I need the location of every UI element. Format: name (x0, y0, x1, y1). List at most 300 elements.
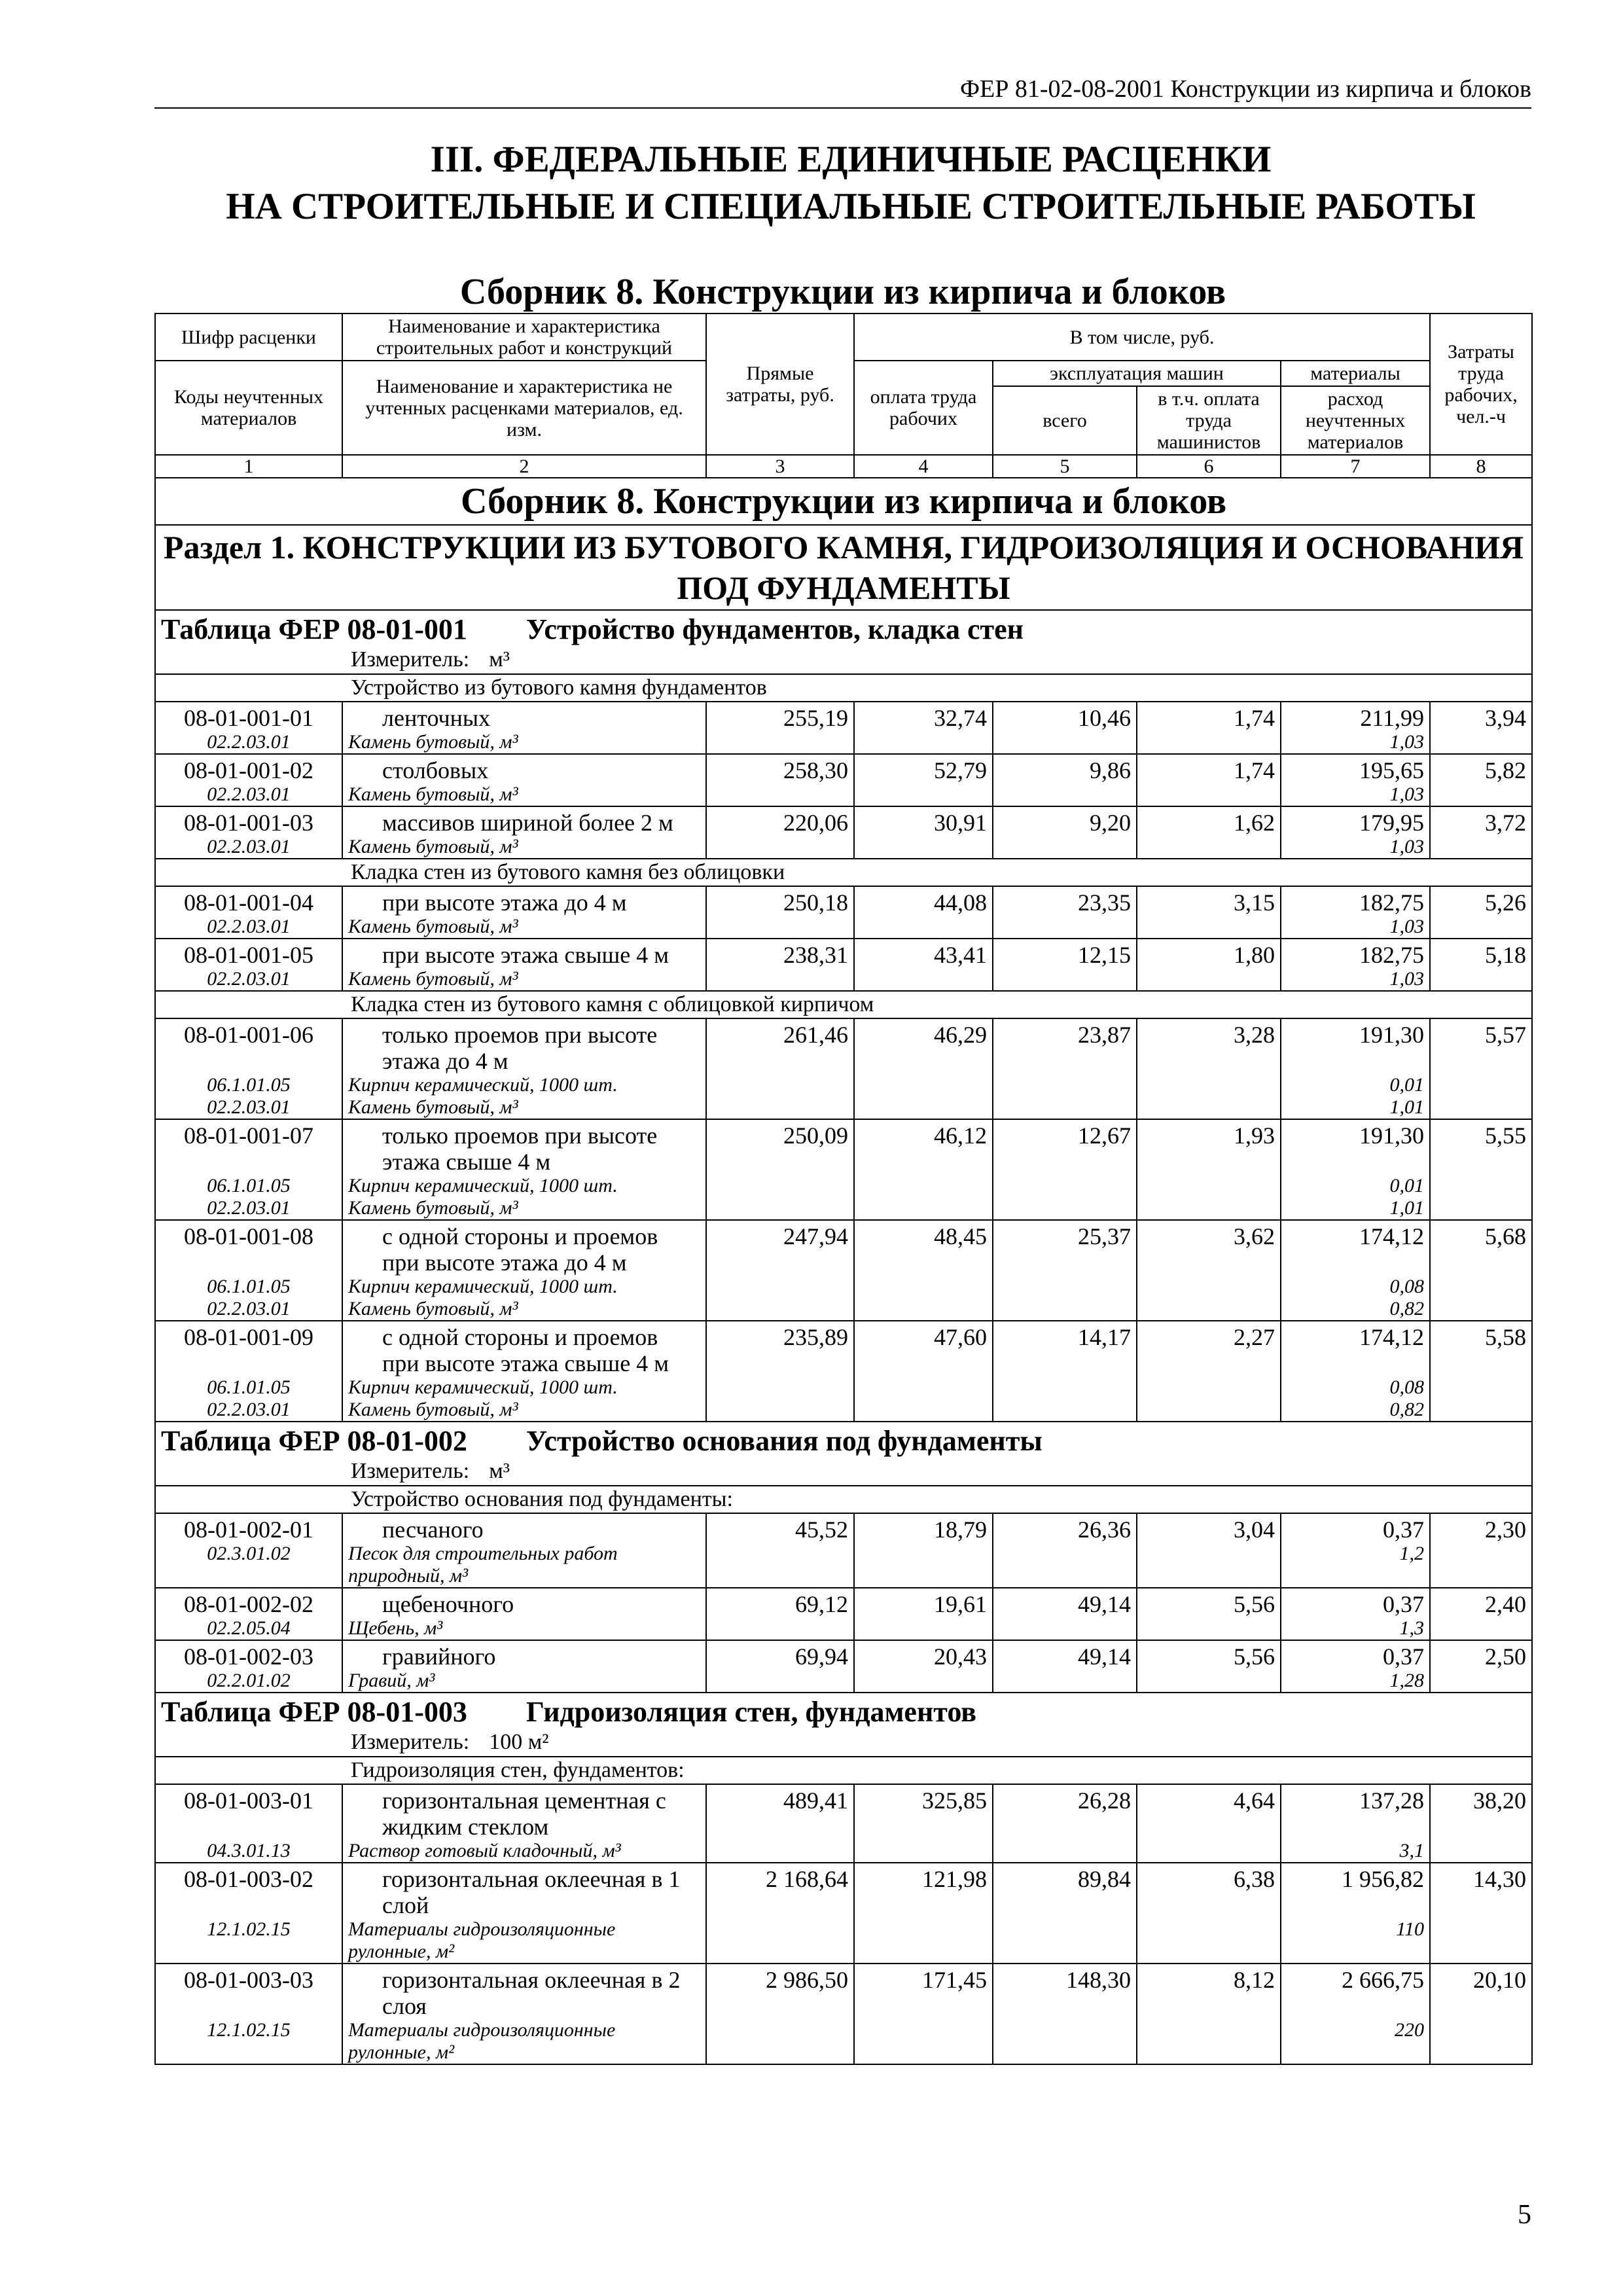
material-qty: 0,01 (1281, 1175, 1430, 1197)
rate-code: 08-01-002-01 (155, 1513, 342, 1543)
rate-code: 08-01-001-09 (155, 1321, 342, 1376)
material-name: Кирпич керамический, 1000 шт. (342, 1276, 706, 1298)
material-row (155, 836, 1532, 859)
measurer (155, 1458, 1532, 1486)
labor-hours: 3,72 (1430, 806, 1532, 836)
machinist-pay: 5,56 (1137, 1640, 1281, 1670)
table-row (155, 1964, 1532, 2019)
table-row (155, 1863, 1532, 1918)
labor-cost: 32,74 (854, 702, 993, 731)
material-row (155, 1399, 1532, 1422)
material-name: Камень бутовый, м³ (342, 731, 706, 754)
machinist-pay: 3,15 (1137, 886, 1281, 916)
machines-total: 89,84 (993, 1863, 1137, 1918)
rate-code: 08-01-002-03 (155, 1640, 342, 1670)
rate-name: при высоте этажа до 4 м (342, 886, 706, 916)
machinist-pay: 5,56 (1137, 1588, 1281, 1617)
material-row (155, 1376, 1532, 1399)
machines-total: 23,35 (993, 886, 1137, 916)
empty-cell (854, 1840, 993, 1863)
material-row (155, 1096, 1532, 1119)
empty-cell (993, 2019, 1137, 2064)
direct-cost: 258,30 (706, 754, 854, 783)
materials-cost: 191,30 (1281, 1018, 1430, 1074)
labor-cost: 47,60 (854, 1321, 993, 1376)
direct-cost: 45,52 (706, 1513, 854, 1543)
labor-cost: 46,12 (854, 1119, 993, 1175)
col-number: 5 (993, 455, 1137, 478)
empty-cell (993, 1175, 1137, 1197)
materials-cost: 0,37 (1281, 1588, 1430, 1617)
empty-cell (706, 1175, 854, 1197)
material-name: Материалы гидроизоляционные рулонные, м² (342, 2019, 706, 2064)
empty-cell (1430, 1376, 1532, 1399)
rate-name: с одной стороны и проемов при высоте этажа свыше 4 м (342, 1321, 706, 1376)
empty-cell (993, 731, 1137, 754)
direct-cost: 2 986,50 (706, 1964, 854, 2019)
empty-cell (706, 1840, 854, 1863)
machinist-pay: 1,74 (1137, 702, 1281, 731)
table-code: Таблица ФЕР 08-01-003 (161, 1696, 467, 1728)
machines-total: 25,37 (993, 1220, 1137, 1276)
material-qty: 1,01 (1281, 1096, 1430, 1119)
empty-cell (706, 1543, 854, 1588)
labor-hours: 2,50 (1430, 1640, 1532, 1670)
labor-cost: 44,08 (854, 886, 993, 916)
empty-cell (854, 1096, 993, 1119)
machinist-pay: 1,62 (1137, 806, 1281, 836)
empty-cell (1430, 1617, 1532, 1640)
empty-cell (1430, 783, 1532, 806)
empty-cell (1137, 1617, 1281, 1640)
table-row (155, 1640, 1532, 1670)
rate-code: 08-01-003-01 (155, 1784, 342, 1840)
col-number: 1 (155, 455, 342, 478)
materials-cost: 0,37 (1281, 1513, 1430, 1543)
machines-total: 49,14 (993, 1588, 1137, 1617)
measurer (155, 646, 1532, 674)
rate-code: 08-01-001-01 (155, 702, 342, 731)
empty-cell (706, 1074, 854, 1096)
rate-code: 08-01-001-08 (155, 1220, 342, 1276)
machines-total: 9,20 (993, 806, 1137, 836)
material-qty: 3,1 (1281, 1840, 1430, 1863)
header-direct: Прямые затраты, руб. (706, 314, 854, 455)
material-name: Камень бутовый, м³ (342, 1096, 706, 1119)
materials-cost: 211,99 (1281, 702, 1430, 731)
empty-cell (993, 836, 1137, 859)
group-row (155, 991, 1532, 1018)
measurer-unit: м³ (489, 1459, 510, 1483)
empty-cell (1430, 1298, 1532, 1321)
material-code: 02.2.03.01 (155, 968, 342, 991)
empty-cell (1137, 1276, 1281, 1298)
labor-cost: 121,98 (854, 1863, 993, 1918)
labor-cost: 30,91 (854, 806, 993, 836)
direct-cost: 250,09 (706, 1119, 854, 1175)
collection-caption-row (155, 478, 1532, 525)
empty-cell (993, 1617, 1137, 1640)
table-row (155, 1018, 1532, 1074)
labor-cost: 52,79 (854, 754, 993, 783)
material-qty: 220 (1281, 2019, 1430, 2064)
empty-cell (1430, 916, 1532, 939)
material-name: Щебень, м³ (342, 1617, 706, 1640)
machinist-pay: 1,80 (1137, 939, 1281, 968)
table-title-row (155, 1422, 1532, 1458)
material-name: Камень бутовый, м³ (342, 968, 706, 991)
material-row (155, 1175, 1532, 1197)
empty-cell (1137, 2019, 1281, 2064)
material-qty: 1,03 (1281, 968, 1430, 991)
table-row (155, 1784, 1532, 1840)
material-name: Раствор готовый кладочный, м³ (342, 1840, 706, 1863)
empty-cell (1430, 1276, 1532, 1298)
material-code: 02.2.01.02 (155, 1670, 342, 1693)
labor-hours: 14,30 (1430, 1863, 1532, 1918)
empty-cell (706, 2019, 854, 2064)
direct-cost: 2 168,64 (706, 1863, 854, 1918)
material-code: 06.1.01.05 (155, 1175, 342, 1197)
empty-cell (993, 968, 1137, 991)
material-name: Кирпич керамический, 1000 шт. (342, 1074, 706, 1096)
material-name: Камень бутовый, м³ (342, 916, 706, 939)
empty-cell (706, 968, 854, 991)
empty-cell (993, 783, 1137, 806)
material-code: 02.2.03.01 (155, 731, 342, 754)
materials-cost: 2 666,75 (1281, 1964, 1430, 2019)
empty-cell (1430, 1918, 1532, 1964)
rate-code: 08-01-001-02 (155, 754, 342, 783)
machinist-pay: 2,27 (1137, 1321, 1281, 1376)
empty-cell (1430, 1197, 1532, 1220)
measurer-unit: 100 м² (489, 1730, 549, 1754)
material-name: Материалы гидроизоляционные рулонные, м² (342, 1918, 706, 1964)
direct-cost: 220,06 (706, 806, 854, 836)
rate-code: 08-01-001-07 (155, 1119, 342, 1175)
empty-cell (854, 968, 993, 991)
direct-cost: 238,31 (706, 939, 854, 968)
machines-total: 26,36 (993, 1513, 1137, 1543)
material-row (155, 783, 1532, 806)
col-number: 7 (1281, 455, 1430, 478)
empty-cell (1137, 1399, 1281, 1422)
table-title-row (155, 610, 1532, 646)
empty-cell (854, 1543, 993, 1588)
table-title (155, 1693, 1532, 1729)
header-row-1 (155, 314, 1532, 361)
measurer-label: Измеритель: (351, 1730, 470, 1754)
labor-cost: 18,79 (854, 1513, 993, 1543)
material-row (155, 1276, 1532, 1298)
material-name: Камень бутовый, м³ (342, 783, 706, 806)
material-row (155, 1617, 1532, 1640)
material-qty: 110 (1281, 1918, 1430, 1964)
group-heading-text: Кладка стен из бутового камня с облицовкой кирпичом (351, 992, 874, 1016)
empty-cell (1430, 1840, 1532, 1863)
empty-cell (706, 1617, 854, 1640)
empty-cell (706, 783, 854, 806)
empty-cell (854, 1399, 993, 1422)
material-row (155, 1298, 1532, 1321)
empty-cell (1430, 968, 1532, 991)
material-qty: 1,3 (1281, 1617, 1430, 1640)
empty-cell (1430, 1175, 1532, 1197)
header-mat-name: Наименование и характеристика не учтенных расценками материалов, ед. изм. (342, 361, 706, 455)
empty-cell (706, 1918, 854, 1964)
material-name: Камень бутовый, м³ (342, 1399, 706, 1422)
empty-cell (854, 1617, 993, 1640)
header-unaccounted: расход неучтенных материалов (1281, 386, 1430, 455)
rate-name: столбовых (342, 754, 706, 783)
material-row (155, 1670, 1532, 1693)
empty-cell (706, 1096, 854, 1119)
direct-cost: 247,94 (706, 1220, 854, 1276)
rate-name: с одной стороны и проемов при высоте этажа до 4 м (342, 1220, 706, 1276)
header-labor: Затраты труда рабочих, чел.-ч (1430, 314, 1532, 455)
rate-name: горизонтальная оклеечная в 1 слой (342, 1863, 706, 1918)
header-code: Шифр расценки (155, 314, 342, 361)
materials-cost: 137,28 (1281, 1784, 1430, 1840)
machinist-pay: 8,12 (1137, 1964, 1281, 2019)
empty-cell (1137, 1543, 1281, 1588)
table-code: Таблица ФЕР 08-01-002 (161, 1425, 467, 1457)
machinist-pay: 3,04 (1137, 1513, 1281, 1543)
material-row (155, 1197, 1532, 1220)
labor-hours: 2,40 (1430, 1588, 1532, 1617)
rate-code: 08-01-003-03 (155, 1964, 342, 2019)
empty-cell (1137, 1096, 1281, 1119)
title-line-1: III. ФЕДЕРАЛЬНЫЕ ЕДИНИЧНЫЕ РАСЦЕНКИ (430, 139, 1272, 180)
group-row (155, 859, 1532, 886)
material-name: Камень бутовый, м³ (342, 1197, 706, 1220)
empty-cell (993, 1096, 1137, 1119)
empty-cell (993, 1543, 1137, 1588)
rates-table (154, 313, 1533, 2065)
group-heading (155, 1486, 1532, 1513)
header-mat-code: Коды неучтенных материалов (155, 361, 342, 455)
material-row (155, 968, 1532, 991)
direct-cost: 489,41 (706, 1784, 854, 1840)
material-qty: 0,82 (1281, 1399, 1430, 1422)
empty-cell (1137, 783, 1281, 806)
table-title (155, 610, 1532, 646)
empty-cell (1137, 1670, 1281, 1693)
direct-cost: 255,19 (706, 702, 854, 731)
rate-name: горизонтальная цементная с жидким стеклом (342, 1784, 706, 1840)
material-qty: 1,28 (1281, 1670, 1430, 1693)
table-name: Устройство фундаментов, кладка стен (526, 613, 1024, 645)
measurer-row (155, 1458, 1532, 1486)
empty-cell (854, 916, 993, 939)
table-title (155, 1422, 1532, 1458)
empty-cell (1137, 1376, 1281, 1399)
table-row (155, 754, 1532, 783)
machinist-pay: 3,28 (1137, 1018, 1281, 1074)
machines-total: 23,87 (993, 1018, 1137, 1074)
machines-total: 14,17 (993, 1321, 1137, 1376)
col-number: 6 (1137, 455, 1281, 478)
labor-cost: 43,41 (854, 939, 993, 968)
material-code: 04.3.01.13 (155, 1840, 342, 1863)
empty-cell (706, 1276, 854, 1298)
material-name: Кирпич керамический, 1000 шт. (342, 1376, 706, 1399)
page-title (131, 136, 1571, 230)
material-row (155, 1543, 1532, 1588)
empty-cell (854, 2019, 993, 2064)
empty-cell (1430, 1399, 1532, 1422)
empty-cell (706, 1399, 854, 1422)
rate-name: щебеночного (342, 1588, 706, 1617)
labor-cost: 46,29 (854, 1018, 993, 1074)
material-row (155, 1918, 1532, 1964)
material-code: 02.2.03.01 (155, 836, 342, 859)
materials-cost: 182,75 (1281, 939, 1430, 968)
rate-name: песчаного (342, 1513, 706, 1543)
page-number: 5 (1518, 2200, 1531, 2230)
machines-total: 49,14 (993, 1640, 1137, 1670)
empty-cell (993, 1918, 1137, 1964)
material-name: Камень бутовый, м³ (342, 836, 706, 859)
material-name: Гравий, м³ (342, 1670, 706, 1693)
materials-cost: 191,30 (1281, 1119, 1430, 1175)
machinist-pay: 1,93 (1137, 1119, 1281, 1175)
rate-name: только проемов при высоте этажа до 4 м (342, 1018, 706, 1074)
empty-cell (1137, 916, 1281, 939)
materials-cost: 195,65 (1281, 754, 1430, 783)
material-qty: 1,03 (1281, 783, 1430, 806)
material-qty: 1,03 (1281, 731, 1430, 754)
empty-cell (854, 1298, 993, 1321)
machines-total: 12,15 (993, 939, 1137, 968)
material-code: 06.1.01.05 (155, 1074, 342, 1096)
labor-hours: 5,82 (1430, 754, 1532, 783)
material-row (155, 916, 1532, 939)
section-caption: Раздел 1. КОНСТРУКЦИИ ИЗ БУТОВОГО КАМНЯ, ГИДРОИЗОЛЯЦИЯ И ОСНОВАНИЯ ПОД ФУНДАМЕНТЫ (155, 525, 1532, 610)
rate-code: 08-01-001-03 (155, 806, 342, 836)
empty-cell (706, 836, 854, 859)
table-row (155, 1588, 1532, 1617)
material-name: Песок для строительных работ природный, м³ (342, 1543, 706, 1588)
empty-cell (854, 1197, 993, 1220)
material-name: Камень бутовый, м³ (342, 1298, 706, 1321)
table-row (155, 1119, 1532, 1175)
material-name: Кирпич керамический, 1000 шт. (342, 1175, 706, 1197)
material-row (155, 1840, 1532, 1863)
header-total: всего (993, 386, 1137, 455)
labor-hours: 5,18 (1430, 939, 1532, 968)
empty-cell (706, 1670, 854, 1693)
material-qty: 0,08 (1281, 1276, 1430, 1298)
empty-cell (993, 1276, 1137, 1298)
material-qty: 0,82 (1281, 1298, 1430, 1321)
collection-title: Сборник 8. Конструкции из кирпича и блоков (459, 272, 1226, 312)
group-heading (155, 674, 1532, 702)
empty-cell (1430, 1096, 1532, 1119)
header-numbers-row (155, 455, 1532, 478)
collection-caption: Сборник 8. Конструкции из кирпича и блоков (155, 478, 1532, 525)
empty-cell (1137, 731, 1281, 754)
rates-table-wrap (154, 313, 1531, 2065)
material-code: 02.2.03.01 (155, 1399, 342, 1422)
rate-code: 08-01-001-06 (155, 1018, 342, 1074)
table-row (155, 806, 1532, 836)
material-qty: 1,2 (1281, 1543, 1430, 1588)
rate-code: 08-01-003-02 (155, 1863, 342, 1918)
empty-cell (854, 836, 993, 859)
machines-total: 9,86 (993, 754, 1137, 783)
materials-cost: 182,75 (1281, 886, 1430, 916)
group-row (155, 1757, 1532, 1784)
header-name: Наименование и характеристика строительных работ и конструкций (342, 314, 706, 361)
direct-cost: 69,94 (706, 1640, 854, 1670)
header-machines: эксплуатация машин (993, 361, 1281, 386)
empty-cell (854, 783, 993, 806)
labor-cost: 48,45 (854, 1220, 993, 1276)
measurer-unit: м³ (489, 647, 510, 672)
table-row (155, 1321, 1532, 1376)
machinist-pay: 6,38 (1137, 1863, 1281, 1918)
labor-cost: 20,43 (854, 1640, 993, 1670)
machines-total: 10,46 (993, 702, 1137, 731)
rate-name: горизонтальная оклеечная в 2 слоя (342, 1964, 706, 2019)
rate-name: при высоте этажа свыше 4 м (342, 939, 706, 968)
empty-cell (1430, 1074, 1532, 1096)
empty-cell (854, 731, 993, 754)
empty-cell (1137, 1840, 1281, 1863)
empty-cell (706, 1376, 854, 1399)
empty-cell (1137, 1175, 1281, 1197)
empty-cell (1430, 731, 1532, 754)
rate-name: только проемов при высоте этажа свыше 4 м (342, 1119, 706, 1175)
empty-cell (854, 1074, 993, 1096)
empty-cell (1137, 836, 1281, 859)
empty-cell (1430, 2019, 1532, 2064)
empty-cell (1137, 1197, 1281, 1220)
machines-total: 12,67 (993, 1119, 1137, 1175)
measurer-row (155, 1729, 1532, 1757)
col-number: 8 (1430, 455, 1532, 478)
material-code: 12.1.02.15 (155, 1918, 342, 1964)
empty-cell (706, 916, 854, 939)
rates-table-body (155, 478, 1532, 2064)
col-number: 2 (342, 455, 706, 478)
machines-total: 148,30 (993, 1964, 1137, 2019)
materials-cost: 1 956,82 (1281, 1863, 1430, 1918)
group-row (155, 1486, 1532, 1513)
rate-code: 08-01-001-04 (155, 886, 342, 916)
section-caption-row (155, 525, 1532, 610)
table-row (155, 939, 1532, 968)
group-heading-text: Гидроизоляция стен, фундаментов: (351, 1758, 685, 1782)
empty-cell (1137, 1918, 1281, 1964)
material-code: 02.2.03.01 (155, 1096, 342, 1119)
empty-cell (1137, 1074, 1281, 1096)
measurer-label: Измеритель: (351, 647, 470, 672)
material-row (155, 2019, 1532, 2064)
labor-hours: 5,26 (1430, 886, 1532, 916)
header-labor-cost: оплата труда рабочих (854, 361, 993, 455)
col-number: 4 (854, 455, 993, 478)
material-code: 02.2.05.04 (155, 1617, 342, 1640)
labor-hours: 5,55 (1430, 1119, 1532, 1175)
materials-cost: 174,12 (1281, 1321, 1430, 1376)
empty-cell (993, 1197, 1137, 1220)
empty-cell (1430, 1543, 1532, 1588)
machines-total: 26,28 (993, 1784, 1137, 1840)
table-name: Гидроизоляция стен, фундаментов (526, 1696, 976, 1728)
col-number: 3 (706, 455, 854, 478)
